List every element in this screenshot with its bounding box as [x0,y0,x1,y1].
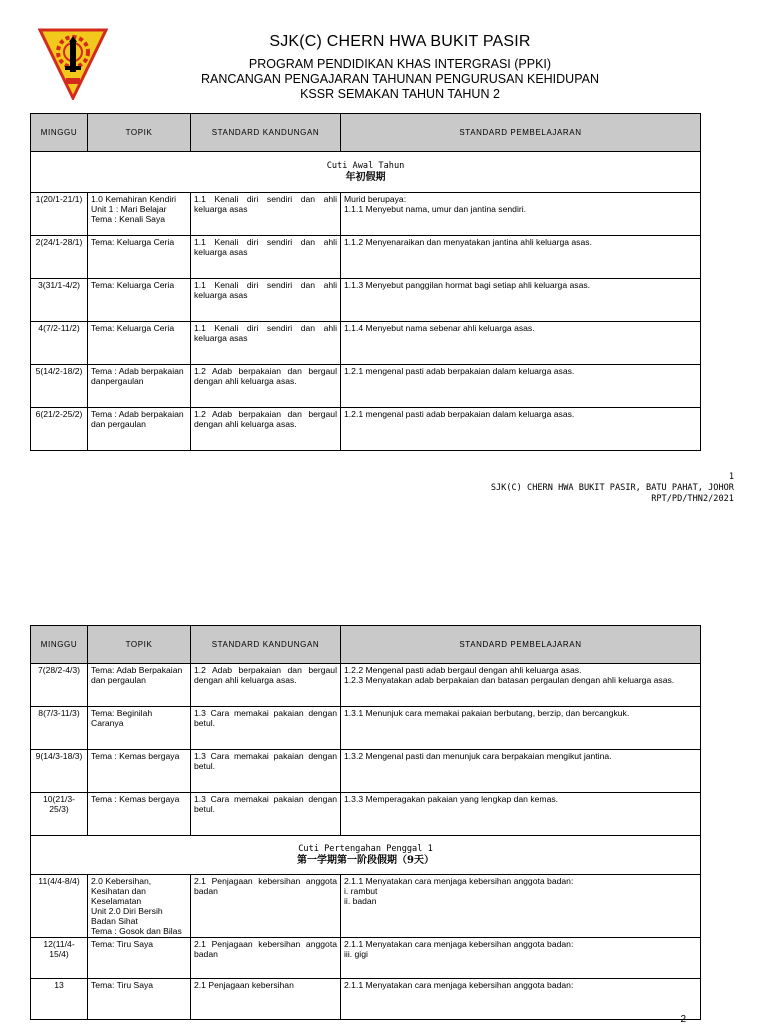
standard-pembelajaran-cell [341,322,701,365]
topic-cell [88,979,191,1020]
school-crest-icon [38,26,108,100]
table-row [31,793,701,836]
topic-cell [88,279,191,322]
learning-standard-line: Murid berupaya: [344,194,407,204]
week-dates: (14/2-18/2) [40,366,83,376]
learning-standard-line: 2.1.1 Menyatakan cara menjaga kebersihan anggota badan: [344,876,574,886]
table-row [31,236,701,279]
col-header-minggu: MINGGU [31,114,88,152]
learning-standard-line: 1.1.1 Menyebut nama, umur dan jantina sendiri. [344,204,527,214]
week-dates: (28/2-4/3) [42,665,81,675]
learning-standard-line: i. rambut [344,886,378,896]
learning-standard-line: iii. gigi [344,949,368,959]
footer-school: SJK(C) CHERN HWA BUKIT PASIR, BATU PAHAT, JOHOR [490,483,734,493]
week-cell [31,193,88,236]
standard-kandungan-cell: 1.1 Kenali diri sendiri dan ahli keluarga asas [191,322,341,365]
topic-line: Unit 2.0 Diri Bersih Badan Sihat [91,906,163,926]
topic-cell [88,322,191,365]
topic-line: Tema: Tiru Saya [91,980,154,990]
table-row [31,664,701,707]
standard-pembelajaran-cell [341,875,701,938]
week-dates: (21/2-25/2) [40,409,83,419]
topic-line: Tema: Adab Berpakaian dan pergaulan [91,665,183,685]
lesson-plan-table-page1 [30,113,701,451]
week-number: 1 [35,194,41,204]
table-row [31,707,701,750]
school-title: SJK(C) CHERN HWA BUKIT PASIR [269,33,531,50]
holiday-row [31,152,701,193]
plan-line: RANCANGAN PENGAJARAN TAHUNAN PENGURUSAN KEHIDUPAN [201,72,599,86]
topic-cell [88,938,191,979]
learning-standard-line: ii. badan [344,896,377,906]
standard-kandungan-cell: 2.1 Penjagaan kebersihan anggota badan [191,938,341,979]
col-header-standard-kandungan: STANDARD KANDUNGAN [191,626,341,664]
holiday-name: Cuti Awal Tahun [326,161,405,171]
topic-cell [88,365,191,408]
topic-cell [88,193,191,236]
table-header-row [31,114,701,152]
week-dates: (21/3-25/3) [49,794,75,814]
week-number: 5 [35,366,41,376]
week-cell [31,707,88,750]
table-row [31,979,701,1020]
week-number: 3 [37,280,43,290]
week-cell [31,979,88,1020]
col-header-minggu: MINGGU [31,626,88,664]
col-header-standard-pembelajaran: STANDARD PEMBELAJARAN [341,626,701,664]
table-row [31,279,701,322]
week-number: 13 [54,980,64,990]
table-header-row [31,626,701,664]
standard-pembelajaran-cell [341,793,701,836]
standard-pembelajaran-cell [341,279,701,322]
table-row [31,938,701,979]
week-cell [31,279,88,322]
week-dates: (7/3-11/3) [43,708,80,718]
standard-kandungan-cell: 1.2 Adab berpakaian dan bergaul dengan ahli keluarga asas. [191,408,341,451]
learning-standard-line: 1.2.2 Mengenal pasti adab bergaul dengan ahli keluarga asas. [344,665,582,675]
learning-standard-line: 2.1.1 Menyatakan cara menjaga kebersihan anggota badan: [344,980,574,990]
holiday-row [31,836,701,875]
learning-standard-line: 1.1.2 Menyenaraikan dan menyatakan jantina ahli keluarga asas. [344,237,592,247]
learning-standard-line: 1.2.1 mengenal pasti adab berpakaian dalam keluarga asas. [344,409,575,419]
topic-cell [88,793,191,836]
standard-pembelajaran-cell [341,938,701,979]
standard-kandungan-cell: 1.3 Cara memakai pakaian dengan betul. [191,707,341,750]
col-header-topik: TOPIK [88,626,191,664]
topic-cell [88,875,191,938]
table-row [31,875,701,938]
topic-line: Tema: Tiru Saya [91,939,154,949]
standard-kandungan-cell: 1.1 Kenali diri sendiri dan ahli keluarga asas [191,236,341,279]
topic-line: Tema : Adab berpakaian dan pergaulan [91,409,184,429]
level-line: KSSR SEMAKAN TAHUN TAHUN 2 [300,87,500,101]
standard-kandungan-cell: 1.3 Cara memakai pakaian dengan betul. [191,750,341,793]
page-number-2: 2 [680,1014,686,1025]
holiday-name: Cuti Pertengahan Penggal 1 [298,844,433,854]
week-number: 2 [35,237,41,247]
col-header-standard-kandungan: STANDARD KANDUNGAN [191,114,341,152]
topic-cell [88,664,191,707]
learning-standard-line: 1.2.3 Menyatakan adab berpakaian dan batasan pergaulan dengan ahli keluarga asas. [344,675,675,685]
week-cell [31,938,88,979]
learning-standard-line: 2.1.1 Menyatakan cara menjaga kebersihan anggota badan: [344,939,574,949]
week-number: 12 [43,939,53,949]
document-subtitle [180,57,620,102]
week-number: 7 [37,665,43,675]
col-header-standard-pembelajaran: STANDARD PEMBELAJARAN [341,114,701,152]
topic-cell [88,707,191,750]
topic-cell [88,750,191,793]
topic-line: 1.0 Kemahiran Kendiri [91,194,177,204]
table-row [31,365,701,408]
holiday-name-chinese: 年初假期 [345,172,386,183]
topic-line: Tema : Kenali Saya [91,214,166,224]
topic-line: Tema : Adab berpakaian danpergaulan [91,366,184,386]
week-number: 8 [38,708,44,718]
week-dates: (24/1-28/1) [40,237,83,247]
standard-pembelajaran-cell [341,408,701,451]
table-row [31,750,701,793]
week-cell [31,322,88,365]
table-row [31,193,701,236]
week-dates: (14/3-18/3) [40,751,83,761]
topic-line: Tema: Beginilah Caranya [91,708,153,728]
topic-line: Tema: Keluarga Ceria [91,323,175,333]
week-cell [31,793,88,836]
standard-kandungan-cell: 1.2 Adab berpakaian dan bergaul dengan ahli keluarga asas. [191,365,341,408]
standard-kandungan-cell: 2.1 Penjagaan kebersihan anggota badan [191,875,341,938]
week-number: 11 [38,876,48,886]
topic-line: Tema : Gosok dan Bilas [91,926,182,936]
week-cell [31,664,88,707]
learning-standard-line: 1.2.1 mengenal pasti adab berpakaian dalam keluarga asas. [344,366,575,376]
holiday-name-chinese: 第一学期第一阶段假期（9天） [297,855,434,866]
topic-line: Tema : Kemas bergaya [91,794,180,804]
week-cell [31,875,88,938]
standard-pembelajaran-cell [341,664,701,707]
lesson-plan-table-page2 [30,625,701,1020]
week-number: 9 [35,751,41,761]
program-line: PROGRAM PENDIDIKAN KHAS INTERGRASI (PPKI) [248,57,552,71]
standard-pembelajaran-cell [341,365,701,408]
week-dates: (4/4-8/4) [47,876,80,886]
week-number: 4 [38,323,44,333]
page-number: 1 [728,472,734,482]
topic-cell [88,408,191,451]
week-dates: (20/1-21/1) [40,194,83,204]
standard-kandungan-cell: 1.1 Kenali diri sendiri dan ahli keluarga asas [191,279,341,322]
week-dates: (7/2-11/2) [43,323,80,333]
standard-kandungan-cell: 1.1 Kenali diri sendiri dan ahli keluarga asas [191,193,341,236]
week-number: 10 [42,794,53,804]
learning-standard-line: 1.3.2 Mengenal pasti dan menunjuk cara berpakaian mengikut jantina. [344,751,612,761]
col-header-topik: TOPIK [88,114,191,152]
table-row [31,322,701,365]
standard-pembelajaran-cell [341,750,701,793]
footer-code: RPT/PD/THN2/2021 [651,494,734,504]
learning-standard-line: 1.3.3 Memperagakan pakaian yang lengkap dan kemas. [344,794,559,804]
week-dates: (11/4-15/4) [49,939,75,959]
week-dates: (31/1-4/2) [42,280,81,290]
standard-kandungan-cell: 1.3 Cara memakai pakaian dengan betul. [191,793,341,836]
week-number: 6 [35,409,41,419]
topic-line: 2.0 Kebersihan, Kesihatan dan Keselamatan [91,876,152,906]
topic-line: Unit 1 : Mari Belajar [91,204,167,214]
learning-standard-line: 1.3.1 Menunjuk cara memakai pakaian berbutang, berzip, dan bercangkuk. [344,708,630,718]
learning-standard-line: 1.1.4 Menyebut nama sebenar ahli keluarga asas. [344,323,535,333]
week-cell [31,408,88,451]
page-footer [491,472,734,505]
topic-line: Tema: Keluarga Ceria [91,237,175,247]
topic-line: Tema : Kemas bergaya [91,751,180,761]
standard-kandungan-cell: 1.2 Adab berpakaian dan bergaul dengan ahli keluarga asas. [191,664,341,707]
learning-standard-line: 1.1.3 Menyebut panggilan hormat bagi setiap ahli keluarga asas. [344,280,591,290]
week-cell [31,236,88,279]
standard-pembelajaran-cell [341,707,701,750]
table-row [31,408,701,451]
topic-line: Tema: Keluarga Ceria [91,280,175,290]
topic-cell [88,236,191,279]
standard-kandungan-cell: 2.1 Penjagaan kebersihan [191,979,341,1020]
standard-pembelajaran-cell [341,236,701,279]
week-cell [31,365,88,408]
standard-pembelajaran-cell [341,979,701,1020]
week-cell [31,750,88,793]
standard-pembelajaran-cell [341,193,701,236]
